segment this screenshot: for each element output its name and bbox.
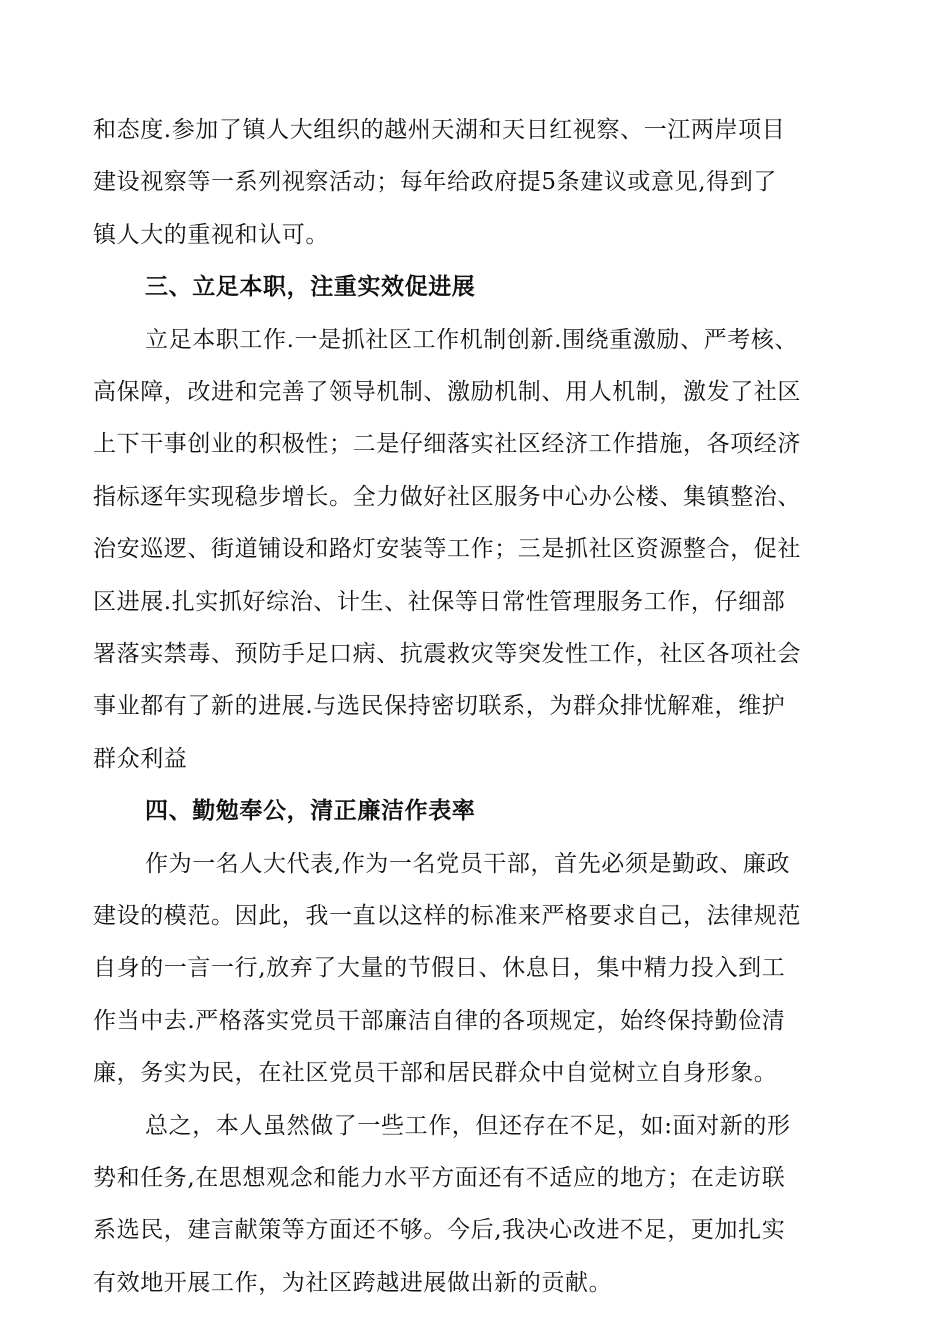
paragraph-line: 有效地开展工作，为社区跨越进展做出新的贡献。 <box>93 1269 613 1296</box>
paragraph-line: 廉，务实为民，在社区党员干部和居民群众中自觉树立自身形象。 <box>93 1060 778 1087</box>
paragraph-line: 高保障，改进和完善了领导机制、激励机制、用人机制，激发了社区 <box>93 379 801 405</box>
paragraph-line: 作为一名人大代表,作为一名党员干部，首先必须是勤政、廉政 <box>145 850 791 877</box>
paragraph-line: 群众利益 <box>93 745 188 772</box>
paragraph-line: 上下干事创业的积极性；二是仔细落实社区经济工作措施，各项经济 <box>93 431 801 458</box>
paragraph-line: 势和任务,在思想观念和能力水平方面还有不适应的地方；在走访联 <box>93 1165 786 1191</box>
paragraph-line: 建设视察等一系列视察活动；每年给政府提5条建议或意见,得到了 <box>93 169 777 196</box>
paragraph-line: 镇人大的重视和认可。 <box>93 221 329 248</box>
paragraph-line: 事业都有了新的进展.与选民保持密切联系，为群众排忧解难，维护 <box>93 693 786 720</box>
paragraph-line: 作当中去.严格落实党员干部廉洁自律的各项规定，始终保持勤俭清 <box>93 1007 786 1034</box>
paragraph-line: 总之，本人虽然做了一些工作，但还存在不足，如:面对新的形 <box>145 1112 791 1139</box>
paragraph-line: 署落实禁毒、预防手足口病、抗震救灾等突发性工作，社区各项社会 <box>93 641 801 667</box>
paragraph-line: 治安巡逻、街道铺设和路灯安装等工作；三是抓社区资源整合，促社 <box>93 536 801 563</box>
paragraph-line: 立足本职工作.一是抓社区工作机制创新.围绕重激励、严考核、 <box>145 326 799 353</box>
paragraph-line: 自身的一言一行,放弃了大量的节假日、休息日，集中精力投入到工 <box>93 955 786 982</box>
paragraph-line: 和态度.参加了镇人大组织的越州天湖和天日红视察、一江两岸项目 <box>93 117 786 143</box>
paragraph-line: 系选民，建言献策等方面还不够。今后,我决心改进不足，更加扎实 <box>93 1217 786 1244</box>
paragraph-line: 建设的模范。因此，我一直以这样的标准来严格要求自己，法律规范 <box>93 903 801 929</box>
paragraph-line: 区进展.扎实抓好综治、计生、社保等日常性管理服务工作，仔细部 <box>93 588 786 615</box>
section-heading: 三、立足本职，注重实效促进展 <box>145 273 476 301</box>
paragraph-line: 指标逐年实现稳步增长。全力做好社区服务中心办公楼、集镇整治、 <box>93 483 801 510</box>
section-heading: 四、勤勉奉公，清正廉洁作表率 <box>145 797 476 825</box>
